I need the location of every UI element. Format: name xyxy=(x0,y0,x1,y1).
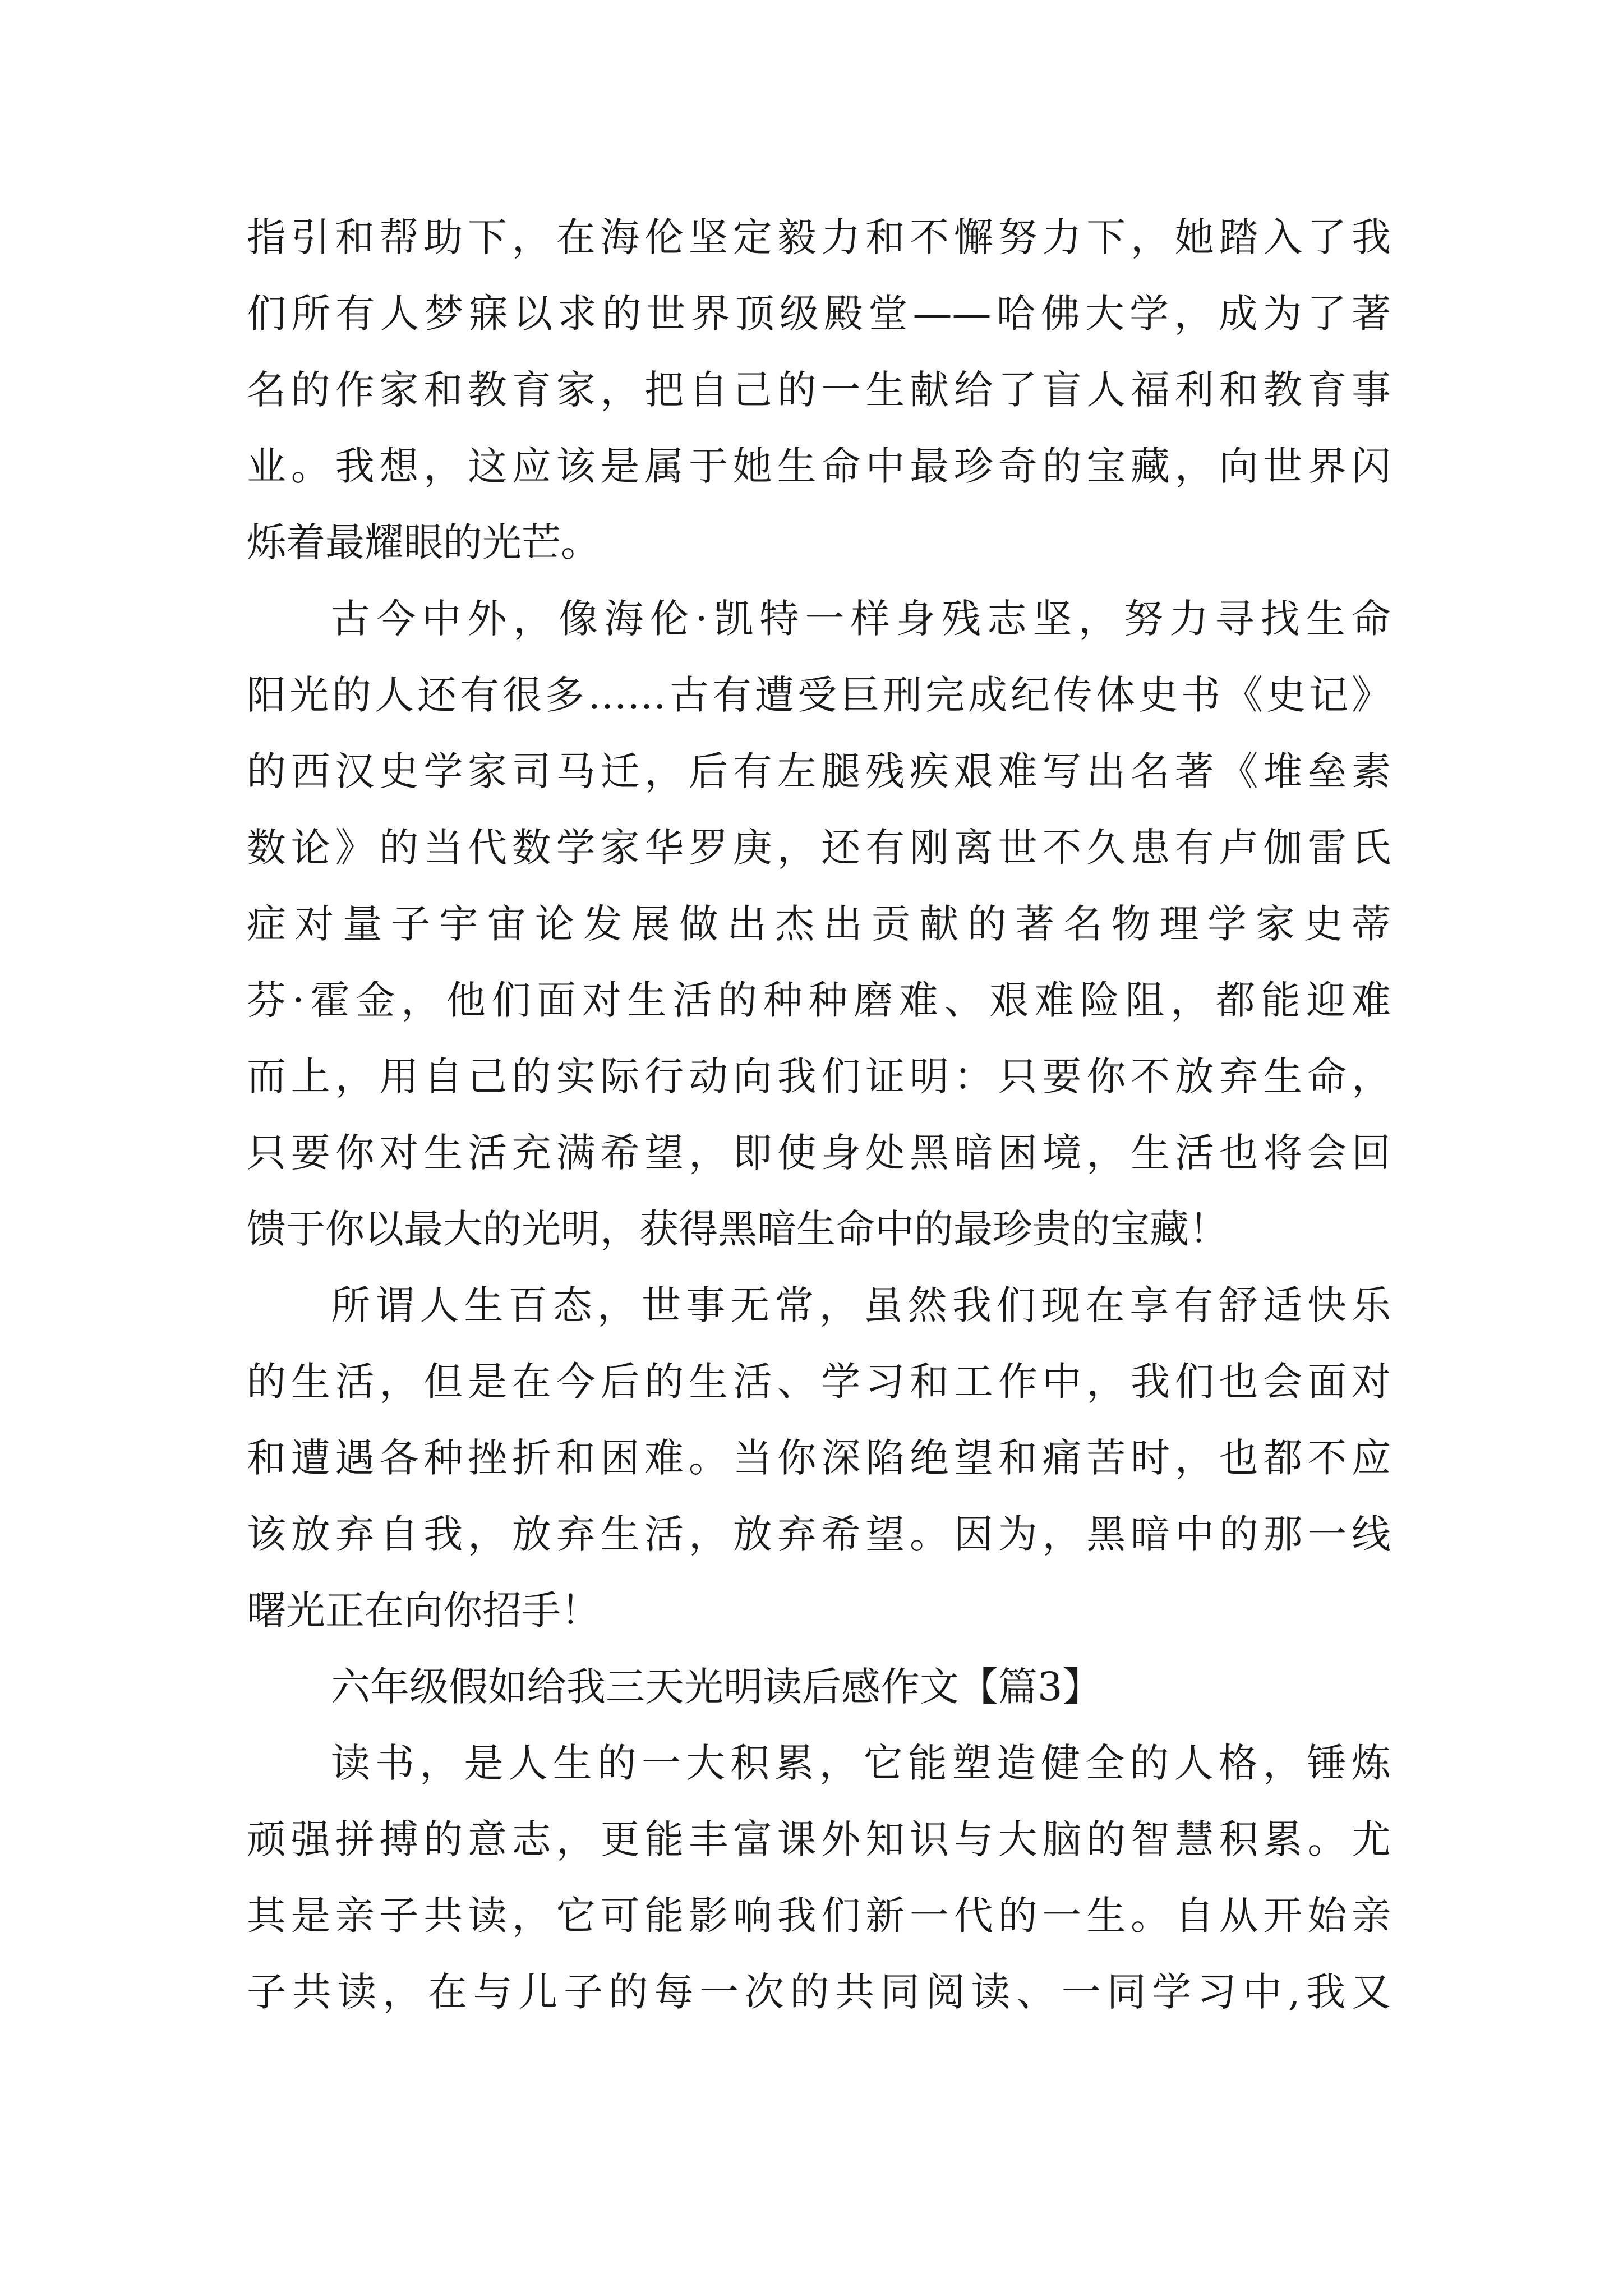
text-line: 烁着最耀眼的光芒。 xyxy=(247,519,600,565)
text-line: 顽强拼搏的意志，更能丰富课外知识与大脑的智慧积累。尤 xyxy=(247,1816,1391,1862)
text-line: 的生活，但是在今后的生活、学习和工作中，我们也会面对 xyxy=(247,1359,1391,1405)
text-line: 们所有人梦寐以求的世界顶级殿堂——哈佛大学，成为了著 xyxy=(247,291,1391,337)
document-body xyxy=(247,199,1391,2030)
text-line: 曙光正在向你招手！ xyxy=(247,1588,600,1634)
text-line: 业。我想，这应该是属于她生命中最珍奇的宝藏，向世界闪 xyxy=(247,443,1391,489)
text-line: 名的作家和教育家，把自己的一生献给了盲人福利和教育事 xyxy=(247,367,1391,413)
text-line: 症对量子宇宙论发展做出杰出贡献的著名物理学家史蒂 xyxy=(247,901,1391,947)
text-line: 子共读，在与儿子的每一次的共同阅读、一同学习中,我又 xyxy=(247,1969,1391,2015)
text-line: 阳光的人还有很多……古有遭受巨刑完成纪传体史书《史记》 xyxy=(247,672,1391,718)
text-line: 芬·霍金，他们面对生活的种种磨难、艰难险阻，都能迎难 xyxy=(247,977,1391,1023)
text-line: 馈于你以最大的光明，获得黑暗生命中的最珍贵的宝藏！ xyxy=(247,1206,1228,1252)
text-line: 数论》的当代数学家华罗庚，还有刚离世不久患有卢伽雷氏 xyxy=(247,825,1391,871)
text-line: 指引和帮助下，在海伦坚定毅力和不懈努力下，她踏入了我 xyxy=(247,214,1391,260)
paragraph-first-line: 读书，是人生的一大积累，它能塑造健全的人格，锤炼 xyxy=(331,1740,1391,1786)
text-line: 而上，用自己的实际行动向我们证明：只要你不放弃生命， xyxy=(247,1053,1391,1099)
text-line: 和遭遇各种挫折和困难。当你深陷绝望和痛苦时，也都不应 xyxy=(247,1435,1391,1481)
text-line: 只要你对生活充满希望，即使身处黑暗困境，生活也将会回 xyxy=(247,1130,1391,1176)
section-heading: 六年级假如给我三天光明读后感作文【篇3】 xyxy=(331,1664,1102,1710)
paragraph-first-line: 古今中外，像海伦·凯特一样身残志坚，努力寻找生命 xyxy=(331,596,1391,642)
text-line: 其是亲子共读，它可能影响我们新一代的一生。自从开始亲 xyxy=(247,1893,1391,1939)
text-line: 的西汉史学家司马迁，后有左腿残疾艰难写出名著《堆垒素 xyxy=(247,748,1391,794)
paragraph-first-line: 所谓人生百态，世事无常，虽然我们现在享有舒适快乐 xyxy=(331,1282,1391,1328)
text-line: 该放弃自我，放弃生活，放弃希望。因为，黑暗中的那一线 xyxy=(247,1511,1391,1557)
